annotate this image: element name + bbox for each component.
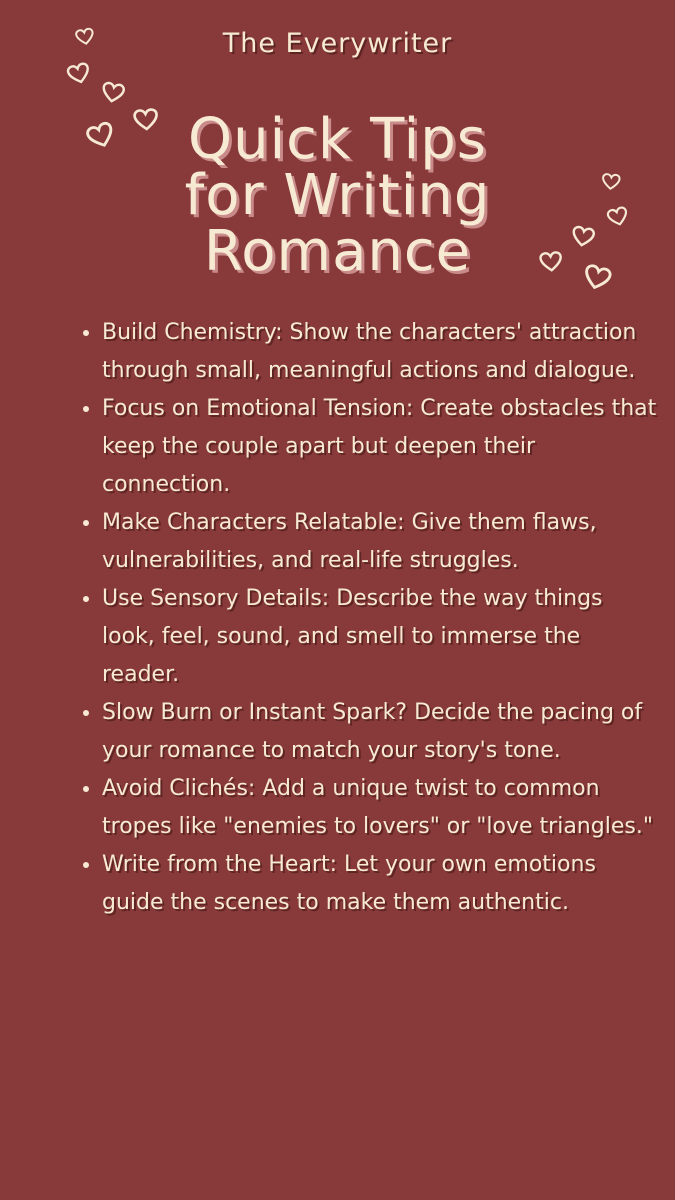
heart-icon: [133, 105, 159, 135]
heart-icon: [570, 222, 596, 251]
list-item: • Use Sensory Details: Describe the way things look, feel, sound, and smell to immerse the reader.: [102, 580, 662, 694]
list-item: • Write from the Heart: Let your own emotions guide the scenes to make them authentic.: [102, 846, 662, 922]
list-item: • Focus on Emotional Tension: Create obstacles that keep the couple apart but deepen their connection.: [102, 390, 662, 504]
title-line-2: for Writing: [184, 163, 491, 228]
heart-icon: [601, 171, 621, 192]
list-item: • Slow Burn or Instant Spark? Decide the pacing of your romance to match your story's tone.: [102, 694, 662, 770]
list-item: • Avoid Clichés: Add a unique twist to common tropes like "enemies to lovers" or "love triangles.": [102, 770, 662, 846]
heart-icon: [66, 61, 92, 86]
list-item: • Build Chemistry: Show the characters' attraction through small, meaningful actions and dialogue.: [102, 314, 662, 390]
brand-name: The Everywriter: [222, 28, 453, 59]
list-item: • Make Characters Relatable: Give them flaws, vulnerabilities, and real-life struggles.: [102, 504, 662, 580]
heart-icon: [75, 27, 96, 48]
title-line-3: Romance: [203, 219, 472, 284]
heart-icon: [539, 247, 563, 277]
title-line-1: Quick Tips: [188, 107, 487, 172]
tips-list: [78, 314, 662, 922]
heart-icon: [100, 78, 126, 107]
